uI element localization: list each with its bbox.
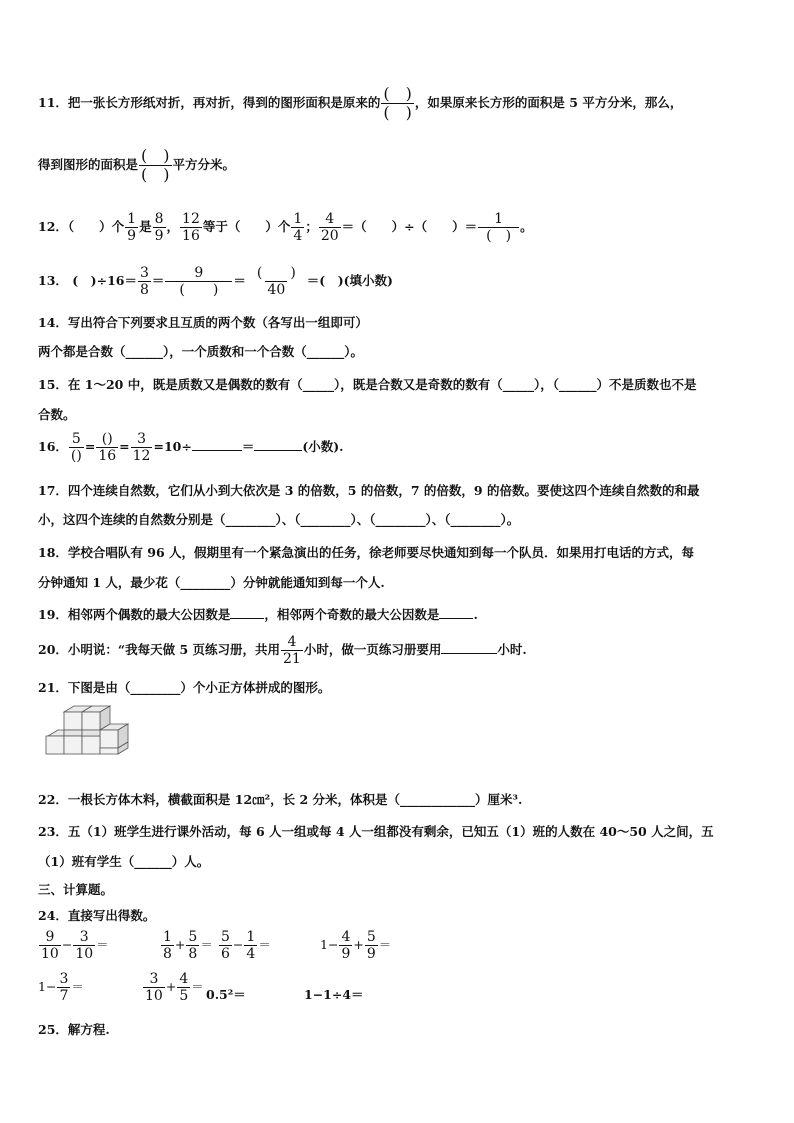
fraction: $\frac{8}{9}$ bbox=[154, 211, 164, 244]
question-number: 11． bbox=[38, 95, 68, 110]
answer-fraction[interactable]: ( ) ( ) bbox=[141, 146, 170, 184]
fraction: 1 ( ) bbox=[478, 212, 519, 243]
question-11-line1: 11．把一张长方形纸对折，再对折，得到的图形面积是原来的 ( ) ( ) ，如果原来长方形的面积是 5 平方分米，那么， bbox=[38, 84, 683, 122]
fraction: $\frac{4}{21}$ bbox=[283, 634, 301, 667]
question-18-line1: 18．学校合唱队有 96 人，假期里有一个紧急演出的任务，徐老师要尽快通知到每一个队员．如果用打电话的方式，每 bbox=[38, 545, 695, 560]
question-17-line2: 小，这四个连续的自然数分别是（________）、（________）、（________）、（________）。 bbox=[38, 512, 520, 527]
expression-6: $\frac{3}{10}$ + $\frac{4}{5}$ ＝ bbox=[145, 971, 204, 1004]
expression-4: 1− $\frac{4}{9}$ + $\frac{5}{9}$ ＝ bbox=[320, 929, 392, 962]
question-14-line1: 14．写出符合下列要求且互质的两个数（各写出一组即可） bbox=[38, 315, 368, 330]
fraction: () 16 bbox=[98, 431, 117, 464]
question-16: 16． 5 () = () 16 = $\frac{3}{12}$ =10÷ ＝ (小数). bbox=[38, 431, 344, 464]
question-19: 19．相邻两个偶数的最大公因数是 ，相邻两个奇数的最大公因数是 . bbox=[38, 607, 478, 622]
question-23-line2: （1）班有学生（______）人。 bbox=[38, 854, 210, 869]
question-15-line2: 合数。 bbox=[38, 407, 76, 422]
fraction: ( ) 40 bbox=[256, 265, 296, 298]
fraction: 5 () bbox=[70, 431, 82, 464]
question-17-line1: 17．四个连续自然数，它们从小到大依次是 3 的倍数，5 的倍数，7 的倍数，9 的倍数。要使这四个连续自然数的和最 bbox=[38, 483, 700, 498]
expression-8: 1−1÷4＝ bbox=[304, 987, 364, 1002]
fraction: $\frac{12}{16}$ bbox=[182, 211, 200, 244]
question-21: 21．下图是由（________）个小正方体拼成的图形。 bbox=[38, 680, 331, 695]
fraction: $\frac{4}{20}$ bbox=[320, 211, 339, 244]
question-13: 13． ( )÷16＝ $\frac{3}{8}$ ＝ 9 ( ) ＝ ( ) 40 ＝( )(填小数) bbox=[38, 265, 393, 298]
question-23-line1: 23．五（1）班学生进行课外活动，每 6 人一组或每 4 人一组都没有剩余，已知五（1）班的人数在 40～50 人之间，五 bbox=[38, 824, 714, 839]
expression-2: $\frac{1}{8}$ + $\frac{5}{8}$ ＝ bbox=[163, 929, 213, 962]
expression-5: 1− $\frac{3}{7}$ ＝ bbox=[38, 971, 84, 1004]
fraction: $\frac{3}{12}$ bbox=[132, 431, 151, 464]
fraction: $\frac{1}{4}$ bbox=[293, 211, 303, 244]
question-15-line1: 15．在 1～20 中，既是质数又是偶数的数有（_____），既是合数又是奇数的数有（_____），（______）不是质数也不是 bbox=[38, 377, 697, 392]
question-11-line2: 得到图形的面积是 ( ) ( ) 平方分米。 bbox=[38, 146, 236, 184]
answer-blank[interactable] bbox=[441, 641, 497, 654]
question-18-line2: 分钟通知 1 人，最少花（________）分钟就能通知到每一个人. bbox=[38, 575, 385, 590]
question-25: 25．解方程. bbox=[38, 1022, 110, 1037]
expression-1: $\frac{9}{10}$ − $\frac{3}{10}$ ＝ bbox=[41, 929, 109, 962]
answer-fraction[interactable]: ( ) ( ) bbox=[383, 84, 412, 122]
answer-blank[interactable] bbox=[254, 438, 302, 451]
answer-blank[interactable] bbox=[192, 438, 242, 451]
question-12: 12．（ ）个 $\frac{1}{9}$ 是 $\frac{8}{9}$ ， $\frac{12}{16}$ 等于（ ）个 $\frac{1}{4}$ ； $\frac{4}{20}$ ＝（ ）÷（ ）＝ 1 ( ) 。 bbox=[38, 211, 533, 244]
fraction: 9 ( ) bbox=[165, 266, 232, 297]
question-14-line2: 两个都是合数（______），一个质数和一个合数（______）。 bbox=[38, 344, 364, 359]
cube-figure bbox=[42, 704, 134, 770]
section-heading: 三、计算题。 bbox=[38, 882, 114, 897]
expression-3: $\frac{5}{6}$ − $\frac{1}{4}$ ＝ bbox=[221, 929, 271, 962]
expression-7: 0.5²＝ bbox=[206, 987, 246, 1002]
question-22: 22．一根长方体木料，横截面积是 12㎝²，长 2 分米，体积是（____________）厘米³. bbox=[38, 792, 523, 807]
answer-blank[interactable] bbox=[439, 606, 473, 619]
fraction: $\frac{1}{9}$ bbox=[127, 211, 137, 244]
fraction: $\frac{3}{8}$ bbox=[139, 265, 149, 298]
answer-blank[interactable] bbox=[230, 606, 264, 619]
question-20: 20．小明说：“我每天做 5 页练习册，共用 $\frac{4}{21}$ 小时，做一页练习册要用 小时. bbox=[38, 634, 527, 667]
question-24-title: 24．直接写出得数。 bbox=[38, 908, 156, 923]
